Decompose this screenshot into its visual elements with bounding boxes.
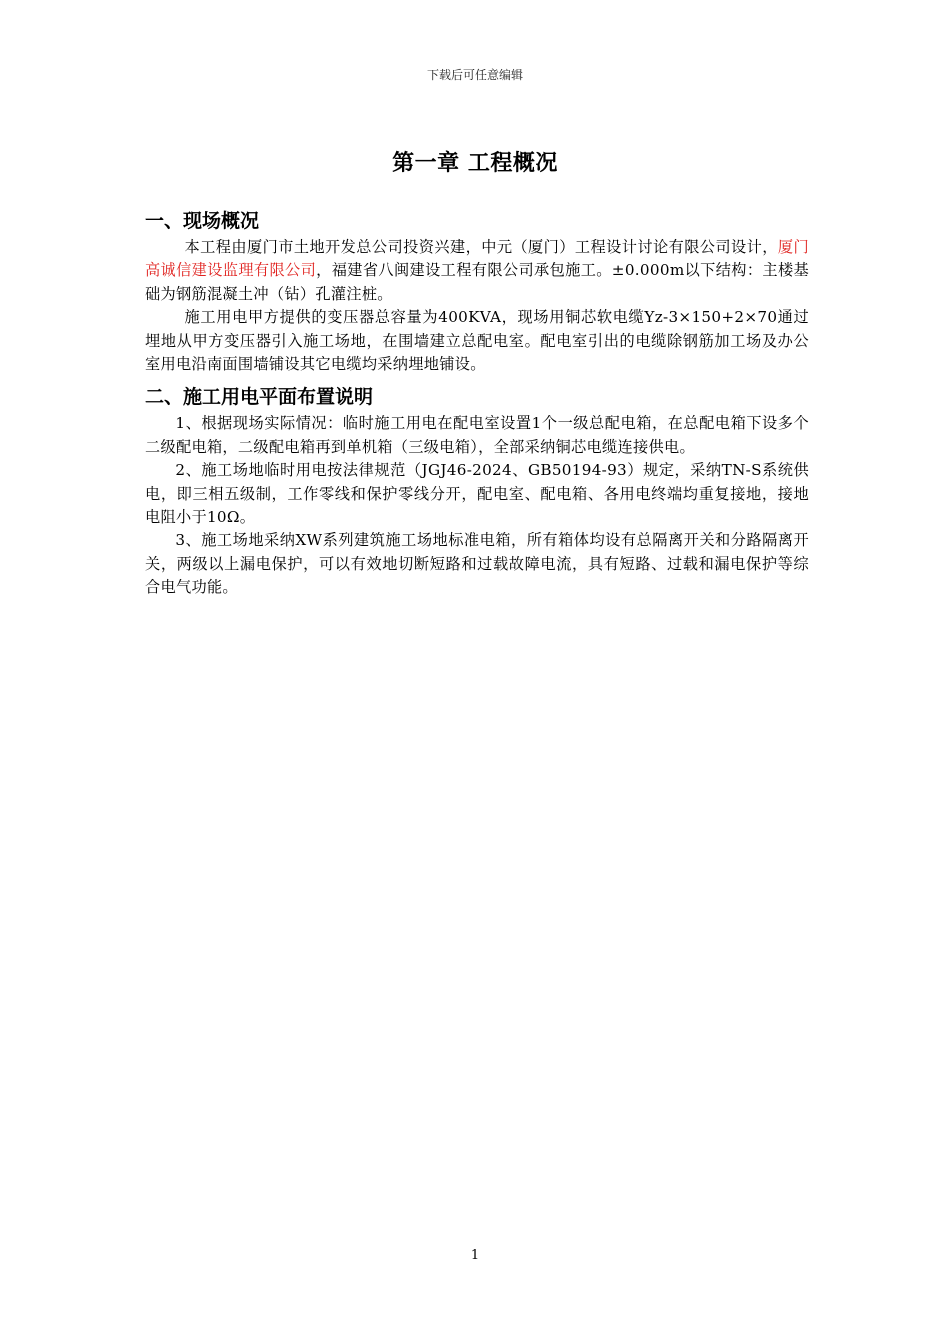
paragraph-project-overview (145, 236, 809, 306)
paragraph-item-2: 2、施工场地临时用电按法律规范（JGJ46-2024、GB50194-93）规定，采纳TN-S系统供电，即三相五级制，工作零线和保护零线分开，配电室、配电箱、各用电终端均重复接地，接地电阻小于10Ω。 (145, 461, 809, 527)
chapter-title: 第一章 工程概况 (392, 151, 558, 176)
page-header: 下载后可任意编辑 (426, 68, 523, 82)
paragraph-text: ，福建省八闽建设工程有限公司承包施工。±0.000m以下结构：主楼基础为钢筋混凝土冲（钻）孔灌注桩。 (145, 261, 809, 303)
paragraph-power-supply: 施工用电甲方提供的变压器总容量为400KVA，现场用铜芯软电缆Yz-3×150+2×70通过埋地从甲方变压器引入施工场地，在围墙建立总配电室。配电室引出的电缆除钢筋加工场及办公室用电沿南面围墙铺设其它电缆均采纳埋地铺设。 (145, 308, 809, 374)
section-heading-layout-description: 二、施工用电平面布置说明 (145, 386, 374, 409)
page-number: 1 (470, 1248, 480, 1263)
paragraph-item-1: 1、根据现场实际情况：临时施工用电在配电室设置1个一级总配电箱，在总配电箱下设多个二级配电箱，二级配电箱再到单机箱（三级电箱），全部采纳铜芯电缆连接供电。 (145, 414, 809, 456)
document-body (145, 206, 809, 600)
supervisor-company-name: 厦门高诚信建设监理有限公司 (145, 238, 809, 280)
section-heading-site-overview: 一、现场概况 (145, 210, 260, 232)
paragraph-item-3: 3、施工场地采纳XW系列建筑施工场地标准电箱，所有箱体均设有总隔离开关和分路隔离开关，两级以上漏电保护，可以有效地切断短路和过载故障电流，具有短路、过载和漏电保护等综合电气功能。 (145, 531, 809, 597)
paragraph-text: 本工程由厦门市土地开发总公司投资兴建，中元（厦门）工程设计讨论有限公司设计， (184, 238, 778, 256)
